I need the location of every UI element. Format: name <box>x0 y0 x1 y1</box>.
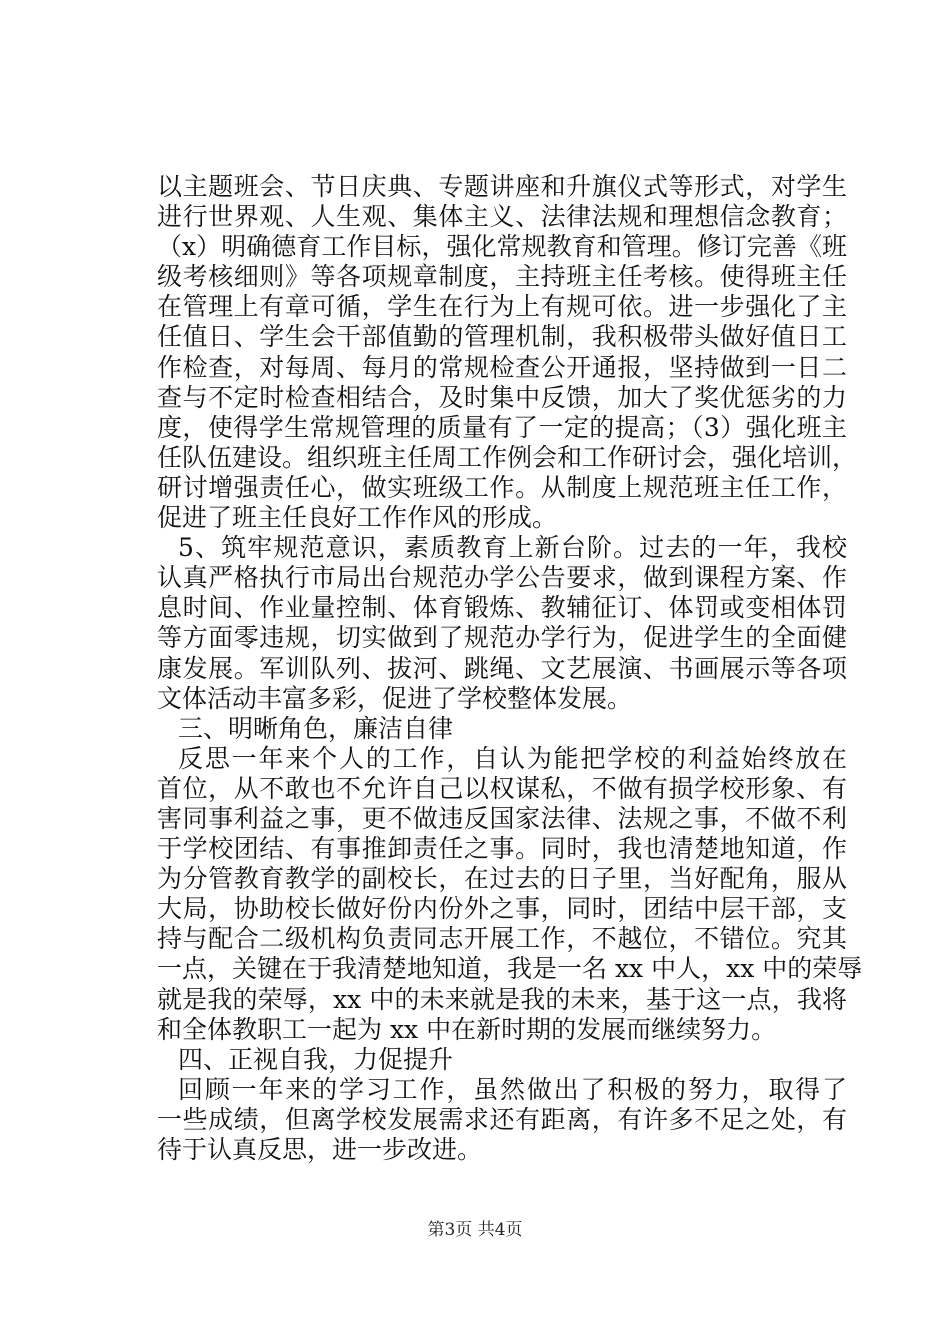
text-line: 一些成绩，但离学校发展需求还有距离，有许多不足之处，有 <box>157 1104 847 1134</box>
text-line: 反思一年来个人的工作，自认为能把学校的利益始终放在 <box>178 743 847 773</box>
text-line: 5、筑牢规范意识，素质教育上新台阶。过去的一年，我校 <box>178 533 847 563</box>
text-line: 四、正视自我，力促提升 <box>178 1044 454 1074</box>
text-line: 在管理上有章可循，学生在行为上有规可依。进一步强化了主 <box>157 292 847 322</box>
text-line: 三、明晰角色，廉洁自律 <box>178 713 454 743</box>
text-line: 以主题班会、节日庆典、专题讲座和升旗仪式等形式，对学生 <box>157 172 847 201</box>
text-line: 待于认真反思，进一步改进。 <box>157 1135 483 1164</box>
text-line: 认真严格执行市局出台规范办学公告要求，做到课程方案、作 <box>157 563 847 593</box>
text-line: 任值日、学生会干部值勤的管理机制，我积极带头做好值日工 <box>157 322 847 352</box>
text-line: 查与不定时检查相结合，及时集中反馈，加大了奖优惩劣的力 <box>157 382 847 412</box>
text-line: 一点，关键在于我清楚地知道，我是一名 xx 中人，xx 中的荣辱 <box>157 954 863 984</box>
text-line: 级考核细则》等各项规章制度，主持班主任考核。使得班主任 <box>157 262 847 292</box>
text-line: 促进了班主任良好工作作风的形成。 <box>157 503 558 533</box>
body-text <box>157 172 863 1165</box>
text-line: 害同事利益之事，更不做违反国家法律、法规之事，不做不利 <box>157 803 847 833</box>
page-footer: 第3页 共4页 <box>427 1220 523 1240</box>
text-line: （x）明确德育工作目标，强化常规教育和管理。修订完善《班 <box>157 232 847 262</box>
text-line: 研讨增强责任心，做实班级工作。从制度上规范班主任工作， <box>157 472 847 502</box>
text-line: 持与配合二级机构负责同志开展工作，不越位，不错位。究其 <box>157 924 847 954</box>
text-line: 作检查，对每周、每月的常规检查公开通报，坚持做到一日二 <box>157 352 847 382</box>
text-line: 任队伍建设。组织班主任周工作例会和工作研讨会，强化培训， <box>157 442 858 472</box>
text-line: 为分管教育教学的副校长，在过去的日子里，当好配角，服从 <box>157 864 847 894</box>
text-line: 进行世界观、人生观、集体主义、法律法规和理想信念教育； <box>157 202 847 232</box>
text-line: 等方面零违规，切实做到了规范办学行为，促进学生的全面健 <box>157 623 847 653</box>
text-line: 和全体教职工一起为 xx 中在新时期的发展而继续努力。 <box>157 1014 777 1044</box>
text-line: 文体活动丰富多彩，促进了学校整体发展。 <box>157 683 633 713</box>
text-line: 于学校团结、有事推卸责任之事。同时，我也清楚地知道，作 <box>157 834 847 864</box>
text-line: 大局，协助校长做好份内份外之事，同时，团结中层干部，支 <box>157 894 847 924</box>
text-line: 回顾一年来的学习工作，虽然做出了积极的努力，取得了 <box>178 1074 847 1104</box>
text-line: 就是我的荣辱，xx 中的未来就是我的未来，基于这一点，我将 <box>157 984 847 1014</box>
text-line: 康发展。军训队列、拔河、跳绳、文艺展演、书画展示等各项 <box>157 653 847 683</box>
text-line: 首位，从不敢也不允许自己以权谋私，不做有损学校形象、有 <box>157 773 847 803</box>
text-line: 度，使得学生常规管理的质量有了一定的提高；（3）强化班主 <box>157 412 847 442</box>
text-line: 息时间、作业量控制、体育锻炼、教辅征订、体罚或变相体罚 <box>157 593 847 623</box>
